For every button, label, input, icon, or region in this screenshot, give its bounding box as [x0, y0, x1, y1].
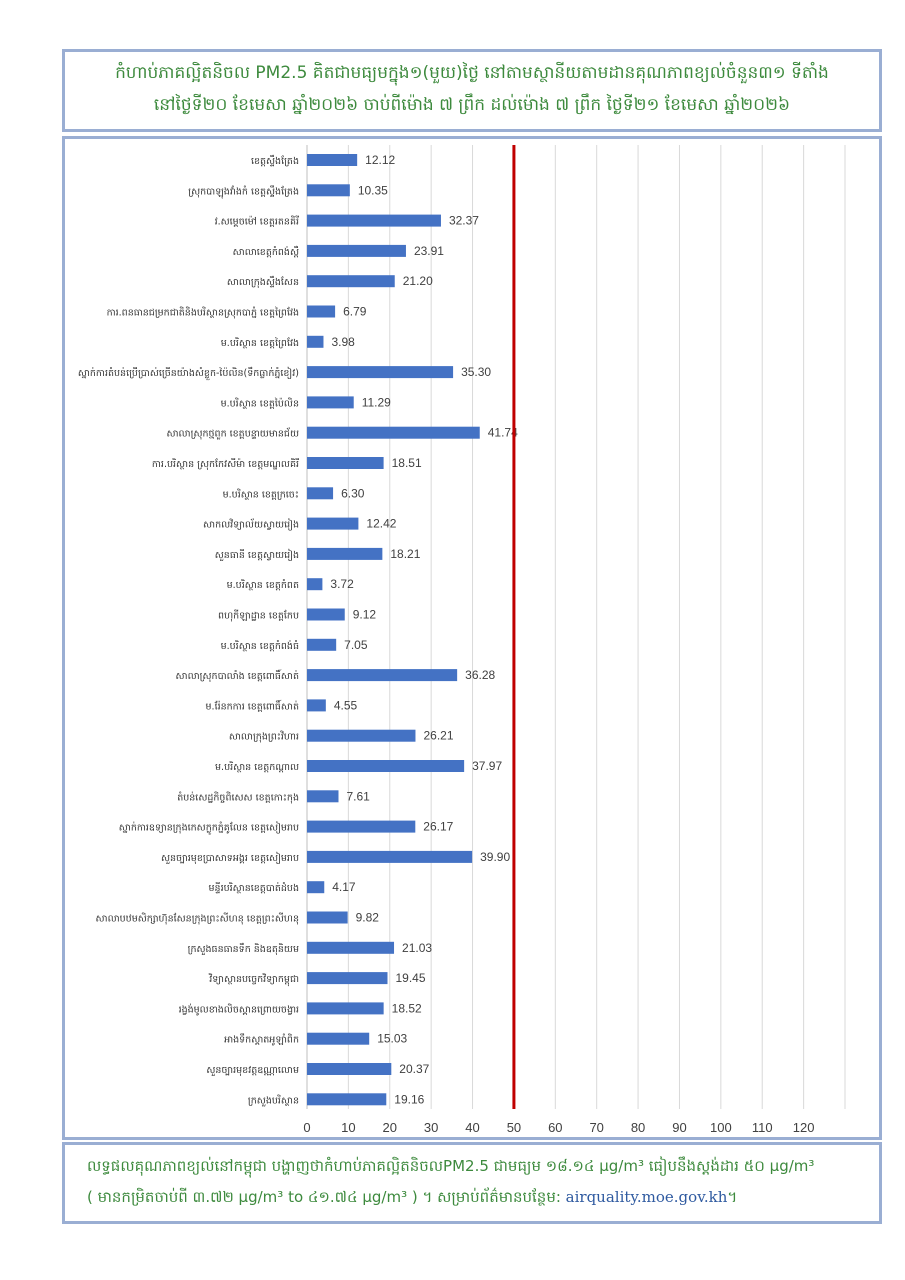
data-label: 18.51 [391, 456, 422, 470]
category-label: ការ.បរិស្ថាន ស្រុកកែវសីម៉ា ខេត្តមណ្ឌលគិរី [151, 459, 299, 470]
bar [307, 942, 394, 954]
category-label: ម.បរិស្ថាន ខេត្តកំពត [226, 580, 299, 592]
x-tick-label: 50 [506, 1120, 522, 1135]
x-tick-label: 60 [548, 1120, 563, 1135]
bar [307, 396, 354, 408]
x-tick-label: 20 [382, 1120, 398, 1135]
data-label: 7.61 [346, 789, 370, 804]
data-label: 4.55 [333, 698, 358, 713]
data-label: 9.12 [352, 607, 377, 622]
category-label: ម.បរិស្ថាន ខេត្តប៉ៃលិន [220, 398, 299, 410]
bar [307, 1063, 391, 1075]
data-label: 6.30 [341, 486, 365, 501]
bar [307, 760, 464, 772]
category-label: រង្វង់មូលខាងលិចស្ពានព្រោយចង្វារ [178, 1004, 299, 1016]
data-label: 9.82 [355, 910, 379, 925]
bar [307, 215, 441, 227]
data-label: 35.30 [461, 365, 492, 380]
category-label: ម.បរិស្ថាន ខេត្តព្រៃវែង [220, 337, 299, 349]
bar [307, 154, 357, 166]
data-label: 26.21 [423, 728, 454, 743]
data-label: 12.12 [365, 153, 396, 167]
bar [307, 1002, 384, 1014]
data-label: 3.72 [330, 577, 354, 592]
bar [307, 548, 382, 560]
bar [307, 1033, 369, 1045]
data-label: 21.03 [402, 940, 433, 955]
data-label: 11.29 [361, 395, 391, 410]
data-label: 26.17 [423, 819, 454, 834]
bar [307, 851, 472, 863]
category-label: សាលាស្រុកថ្មពួក ខេត្តបន្ទាយមានជ័យ [166, 428, 299, 440]
category-label: ម.បរិស្ថាន ខេត្តកំពង់ធំ [220, 640, 299, 652]
bar [307, 912, 348, 924]
data-label: 19.45 [395, 971, 426, 986]
category-label: ស្នាក់ការឧទ្យានក្រុងកេសក្លូកភ្នំគូលែន ខេត្តសៀមរាប [118, 822, 299, 834]
bar [307, 609, 345, 621]
data-label: 20.37 [399, 1062, 430, 1076]
category-label: ខេត្តស្ទឹងត្រែង [250, 156, 299, 167]
bar [307, 306, 335, 318]
bar [307, 275, 395, 287]
x-tick-label: 70 [589, 1120, 604, 1135]
category-label: សួនច្បារមុខវត្តឧណ្ណាលោម [206, 1065, 299, 1076]
bar [307, 821, 415, 833]
bar [307, 457, 384, 469]
category-label: តំបន់សេដ្ឋកិច្ចពិសេស ខេត្តកោះកុង [177, 792, 299, 804]
data-label: 10.35 [357, 183, 388, 198]
data-label: 21.20 [402, 274, 433, 289]
category-label: មន្ទីរបរិស្ថានខេត្តបាត់ដំបង [208, 883, 299, 895]
x-tick-label: 30 [423, 1120, 439, 1135]
bar [307, 972, 387, 984]
category-label: សួនធានី ខេត្តស្វាយរៀង [214, 549, 299, 561]
title-panel [62, 49, 882, 132]
data-label: 37.97 [472, 759, 503, 773]
x-tick-label: 90 [672, 1120, 687, 1135]
category-label: អាងទឹកស្តាតអូឡាំពិក [224, 1034, 299, 1046]
chart-title-line-2: នៅថ្ងៃទី២០ ខែមេសា ឆ្នាំ២០២៦ ចាប់ពីម៉ោង ៧ ព្រឹក ដល់ម៉ោង ៧ ព្រឹក ថ្ងៃទី២១ ខែមេសា ឆ្នាំ២០២៦ [153, 95, 791, 115]
category-label: ម.បរិស្ថាន ខេត្តកណ្តាល [215, 762, 299, 773]
data-label: 23.91 [413, 243, 444, 258]
bar-chart [65, 139, 879, 1137]
bar [307, 639, 336, 651]
data-label: 12.42 [366, 516, 397, 531]
data-label: 4.17 [332, 880, 356, 895]
data-label: 41.74 [487, 425, 518, 440]
bar [307, 184, 350, 196]
x-tick-label: 10 [341, 1120, 356, 1135]
bar [307, 487, 333, 499]
summary-line-1: លទ្ធផលគុណភាពខ្យល់នៅកម្ពុជា បង្ហាញថាកំហាប់ភាគល្អិតនិចលPM2.5 ជាមធ្យម ១៨.១៤ μg/m³ ធៀបនឹងស្តង់ដារ ៥០ μg/m³ [87, 1157, 815, 1175]
category-label: សាលាស្រុកបាលាំង ខេត្តពោធិ៍សាត់ [175, 671, 299, 683]
category-label: ស្រុកបាឡុងវាំងកំ ខេត្តស្ទឹងត្រែង [188, 186, 299, 198]
data-label: 39.90 [480, 849, 511, 864]
x-tick-label: 100 [709, 1120, 732, 1135]
x-tick-label: 0 [303, 1120, 311, 1135]
bar [307, 669, 457, 681]
category-label: ពហុកីឡាដ្ឋាន ខេត្តកែប [218, 610, 299, 622]
bar [307, 427, 480, 439]
summary-panel [62, 1142, 882, 1224]
category-label: ការ.ពនធានជម្រកជាតិនិងបរិស្ថានស្រុកបាភ្នំ ខេត្តព្រៃវែង [106, 307, 299, 319]
category-label: សាកលវិទ្យាល័យស្វាយរៀង [203, 519, 299, 531]
bar [307, 699, 326, 711]
bar [307, 730, 415, 742]
category-label: ម.រ៉ែនកការ ខេត្តពោធិ៍សាត់ [205, 701, 299, 713]
bar [307, 245, 406, 257]
bar [307, 578, 322, 590]
data-label: 7.05 [344, 637, 368, 652]
bar [307, 1093, 386, 1105]
chart-title-line-1: កំហាប់ភាគល្អិតនិចល PM2.5 គិតជាមធ្យមក្នុង១(មួយ)ថ្ងៃ នៅតាមស្ថានីយតាមដានគុណភាពខ្យល់ចំនួន៣១ ទីតាំង [115, 63, 829, 83]
category-label: សាលាក្រុងស្ទឹងសែន [226, 277, 299, 289]
category-label: សាលាក្រុងព្រះវិហារ [228, 731, 299, 743]
data-label: 32.37 [448, 213, 479, 228]
category-label: ក្រសួងធនធានទឹក និងឧតុនិយម [187, 943, 299, 955]
bar [307, 790, 338, 802]
category-label: ក្រសួងបរិស្ថាន [247, 1095, 299, 1107]
data-label: 19.16 [394, 1092, 425, 1107]
bar [307, 366, 453, 378]
x-tick-label: 40 [465, 1120, 480, 1135]
summary-line-2 [87, 1188, 869, 1210]
bar [307, 881, 324, 893]
data-label: 6.79 [343, 304, 367, 319]
data-label: 18.21 [390, 546, 421, 561]
data-label: 18.52 [391, 1001, 422, 1016]
bar [307, 518, 358, 530]
data-label: 36.28 [465, 668, 496, 683]
website-link[interactable]: airquality.moe.gov.kh [565, 1188, 728, 1206]
category-label: វ.សម្តេចម៉ៅ ខេត្តរតនគិរី [214, 216, 299, 228]
summary-range-text: ( មានកម្រិតចាប់ពី ៣.៧២ μg/m³ to ៤១.៧៤ μg/m³ ) ។ សម្រាប់ព័ត៌មានបន្ថែម: [87, 1188, 566, 1206]
bar [307, 336, 323, 348]
category-label: វិទ្យាស្ថានបច្ចេកវិទ្យាកម្ពុជា [209, 974, 299, 986]
data-label: 15.03 [377, 1031, 408, 1046]
category-label: សួនច្បារមុខប្រាសាទអង្គរ ខេត្តសៀមរាប [160, 852, 299, 864]
x-tick-label: 110 [751, 1120, 773, 1135]
category-label: ស្នាក់ការតំបន់ប្រើប្រាស់ច្រើនយ៉ាងសំខ្លួក-ប៉ៃលិន(ទឹកធ្លាក់ភ្នំខៀវ) [77, 368, 299, 380]
chart-panel [62, 136, 882, 1140]
summary-end-mark: ។ [727, 1188, 738, 1206]
x-tick-label: 120 [792, 1120, 815, 1135]
category-label: ម.បរិស្ថាន ខេត្តក្រចេះ [222, 489, 299, 501]
category-label: សាលាខេត្តកំពង់ស្ពឺ [232, 246, 299, 258]
data-label: 3.98 [331, 334, 355, 349]
category-label: សាលាបឋមសិក្សាហ៊ុនសែនក្រុងព្រះសីហនុ ខេត្តព្រះសីហនុ [95, 913, 299, 925]
x-tick-label: 80 [630, 1120, 646, 1135]
